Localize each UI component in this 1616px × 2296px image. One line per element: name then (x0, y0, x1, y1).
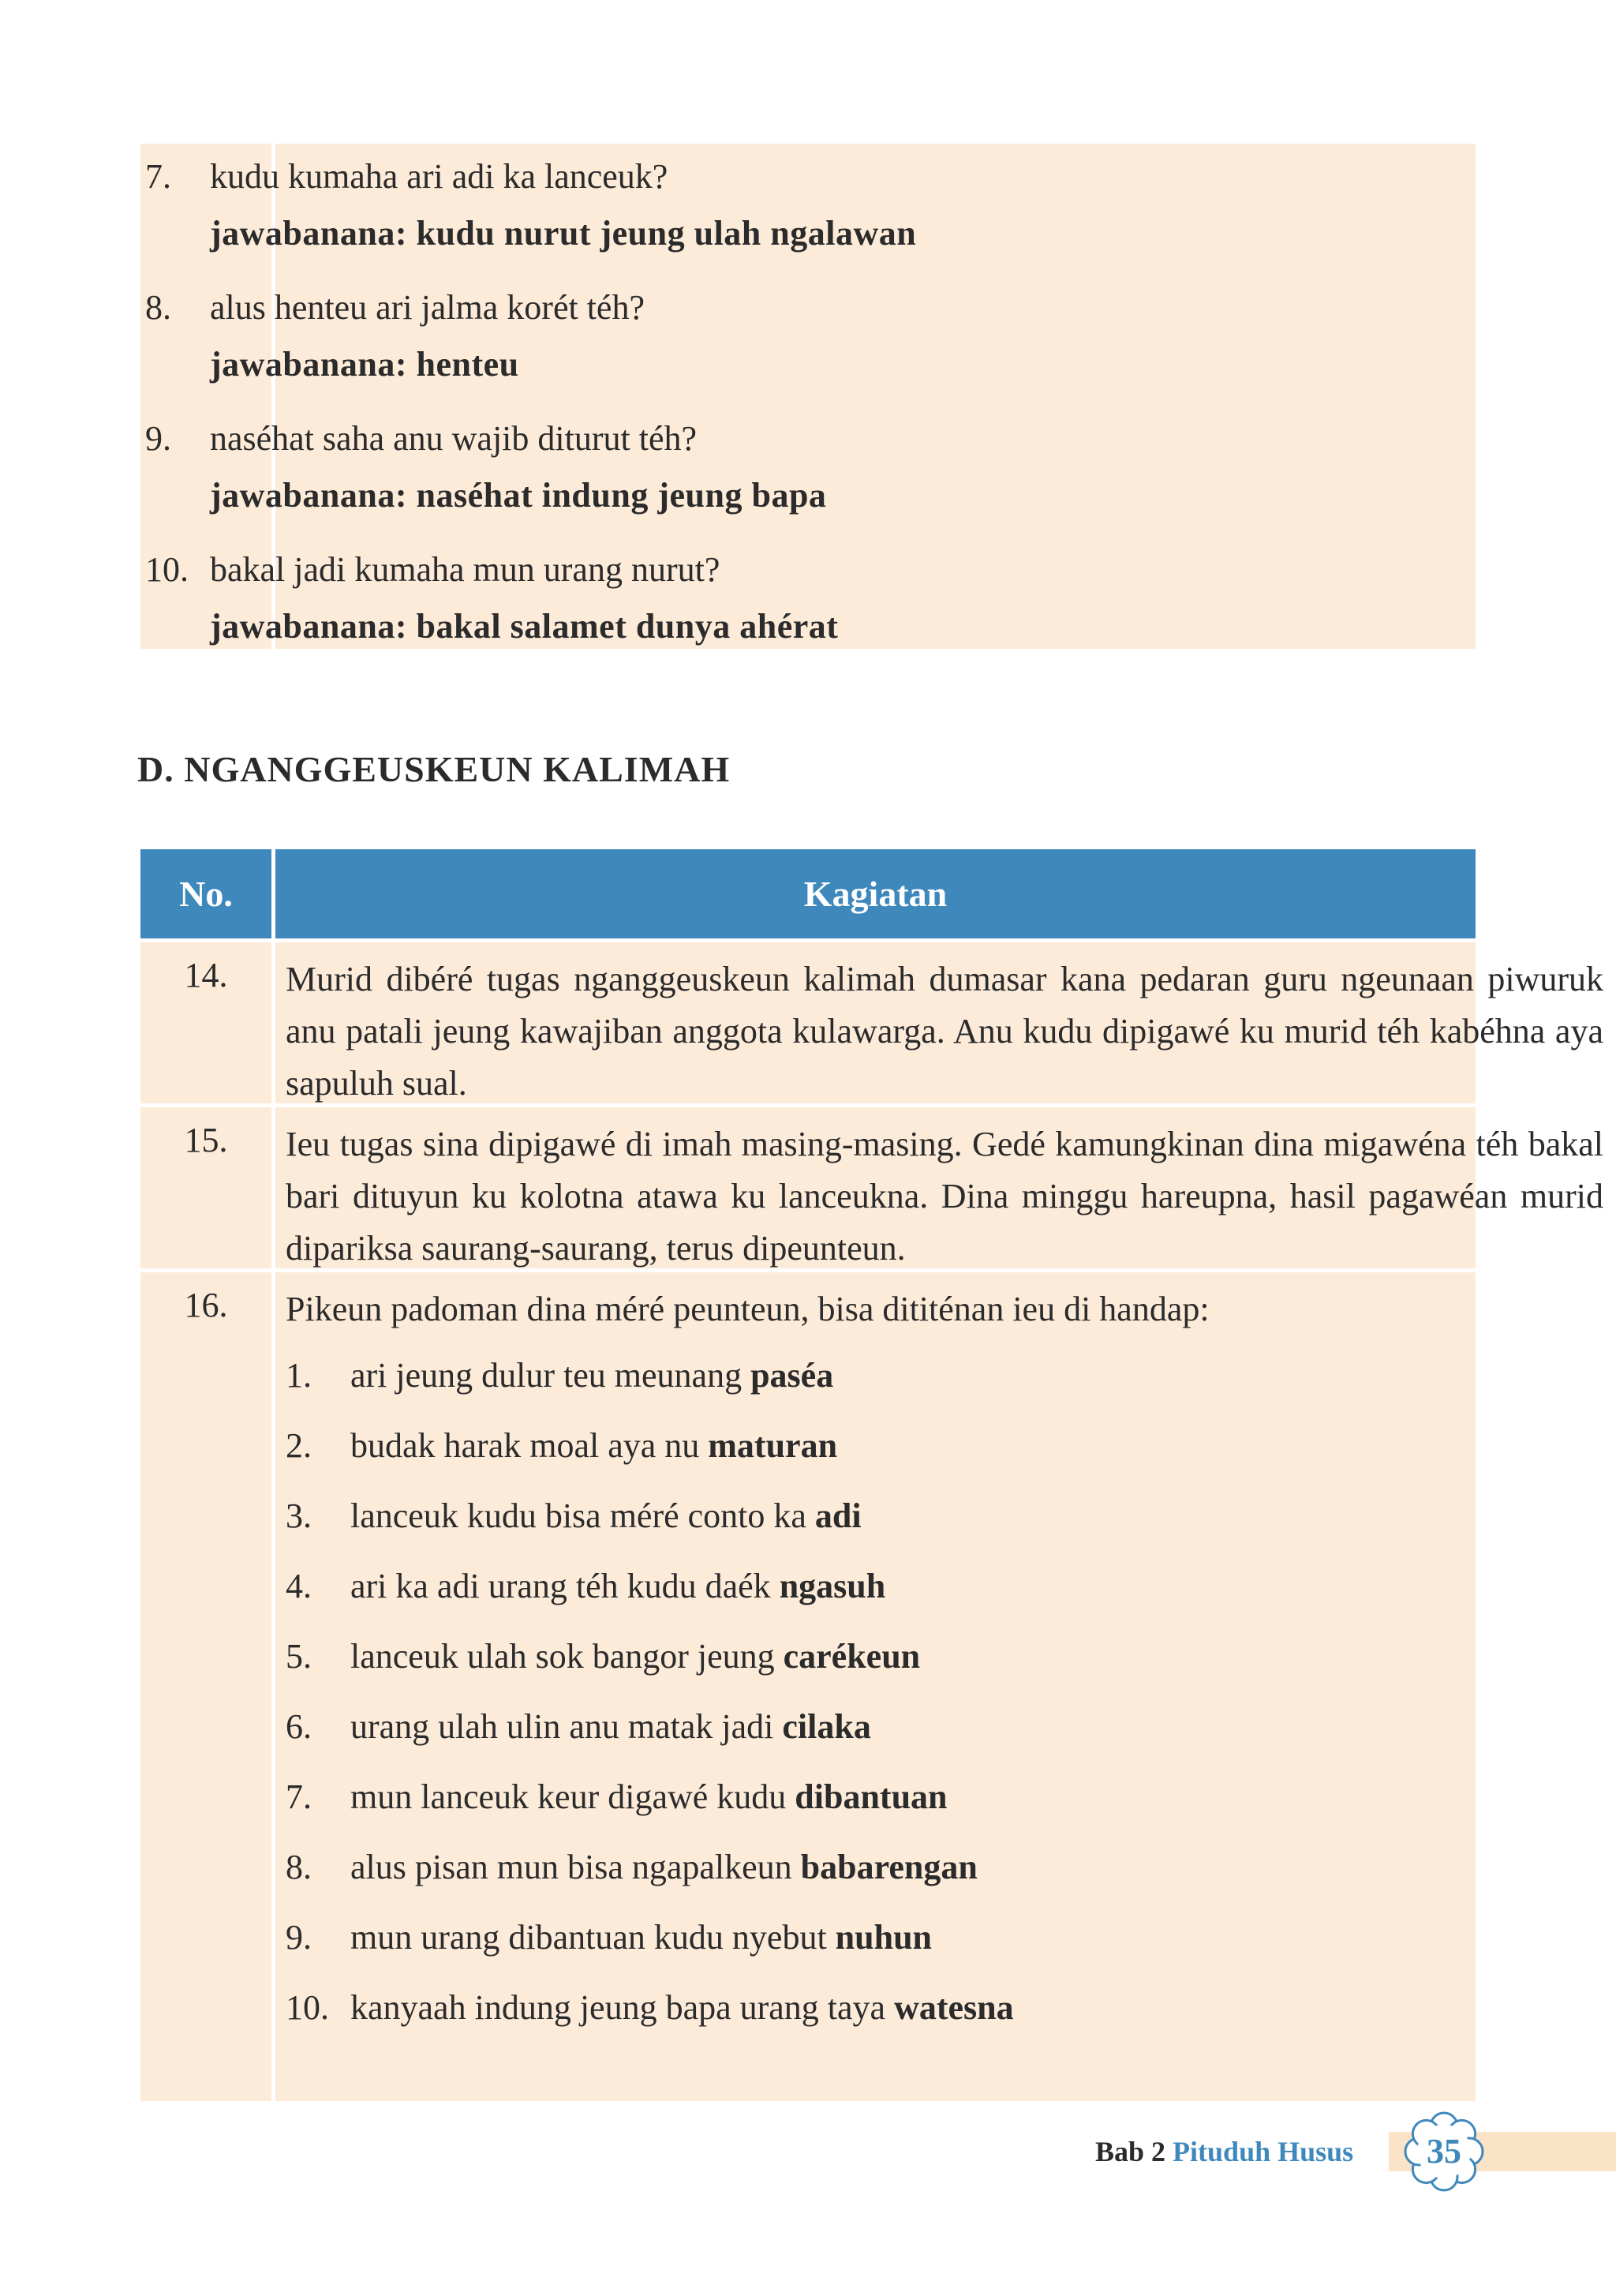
table-row (140, 1107, 1603, 1268)
item-text: lanceuk kudu bisa méré conto ka (350, 1496, 815, 1535)
item-number: 10. (145, 550, 189, 589)
item-number: 2. (286, 1426, 312, 1465)
item-text: budak harak moal aya nu (350, 1426, 709, 1465)
header-no: No. (179, 874, 233, 914)
item-number: 8. (286, 1848, 312, 1886)
footer-chapter (1095, 2133, 1353, 2171)
column-divider (271, 1272, 275, 2101)
table-row (140, 1272, 1476, 2101)
section-heading: D. NGANGGEUSKEUN KALIMAH (137, 749, 731, 789)
item-number: 10. (286, 1988, 329, 2027)
item-text: lanceuk ulah sok bangor jeung (350, 1637, 784, 1676)
header-activity: Kagiatan (803, 874, 948, 914)
item-answer: paséa (750, 1356, 834, 1395)
row-number: 15. (184, 1121, 228, 1159)
row-text: Ieu tugas sina dipigawé di imah masing-masing. Gedé kamungkinan dina migawéna téh bakal bari dituyun ku kolotna atawa ku lanceukna. Dina minggu hareupna, hasil pagawéan murid dipariksa saurang-saurang, terus dipeunteun. (286, 1125, 1603, 1268)
item-answer: jawabanana: kudu nurut jeung ulah ngalawan (210, 214, 917, 253)
item-number: 3. (286, 1496, 312, 1535)
item-answer: cilaka (782, 1707, 871, 1746)
row-text: Pikeun padoman dina méré peunteun, bisa dititénan ieu di handap: (286, 1290, 1210, 1328)
item-answer: jawabanana: henteu (210, 345, 519, 384)
item-answer: maturan (708, 1426, 838, 1465)
page-number-badge (1403, 2111, 1485, 2193)
item-text: ari ka adi urang téh kudu daék (350, 1567, 780, 1605)
item-text: mun urang dibantuan kudu nyebut (350, 1918, 836, 1957)
item-question: kudu kumaha ari adi ka lanceuk? (210, 157, 668, 196)
item-question: bakal jadi kumaha mun urang nurut? (210, 550, 720, 589)
table-row (140, 942, 1603, 1103)
row-number: 14. (184, 956, 228, 994)
item-question: alus henteu ari jalma korét téh? (210, 288, 645, 327)
chapter-label: Bab 2 (1095, 2136, 1166, 2167)
item-text: urang ulah ulin anu matak jadi (350, 1707, 783, 1746)
item-answer: watesna (894, 1988, 1014, 2027)
item-answer: nuhun (835, 1918, 933, 1957)
item-answer: adi (814, 1496, 862, 1535)
item-answer: jawabanana: naséhat indung jeung bapa (210, 476, 827, 515)
table-header (140, 849, 1476, 938)
item-answer: ngasuh (779, 1567, 886, 1605)
page-number: 35 (1427, 2132, 1461, 2171)
column-divider (271, 942, 275, 1103)
item-number: 4. (286, 1567, 312, 1605)
section-label: Pituduh Husus (1173, 2136, 1354, 2167)
item-answer: dibantuan (795, 1777, 948, 1816)
item-number: 8. (145, 288, 171, 327)
column-divider (271, 1107, 275, 1268)
item-answer: jawabanana: bakal salamet dunya ahérat (210, 607, 839, 646)
item-number: 1. (286, 1356, 312, 1395)
item-text: kanyaah indung jeung bapa urang taya (350, 1988, 895, 2027)
item-text: mun lanceuk keur digawé kudu (350, 1777, 795, 1816)
row-number: 16. (184, 1286, 228, 1324)
item-number: 7. (286, 1777, 312, 1816)
item-text: ari jeung dulur teu meunang (350, 1356, 751, 1395)
item-number: 9. (286, 1918, 312, 1957)
item-number: 6. (286, 1707, 312, 1746)
item-answer: babarengan (800, 1848, 978, 1886)
row-text: Murid dibéré tugas nganggeuskeun kalimah dumasar kana pedaran guru ngeunaan piwuruk anu patali jeung kawajiban anggota kulawarga. Anu kudu dipigawé ku murid téh kabéhna aya sapuluh sual. (286, 960, 1603, 1103)
item-number: 9. (145, 419, 171, 458)
item-text: alus pisan mun bisa ngapalkeun (350, 1848, 801, 1886)
item-number: 5. (286, 1637, 312, 1676)
item-number: 7. (145, 157, 171, 196)
item-question: naséhat saha anu wajib diturut téh? (210, 419, 698, 458)
item-answer: carékeun (783, 1637, 921, 1676)
